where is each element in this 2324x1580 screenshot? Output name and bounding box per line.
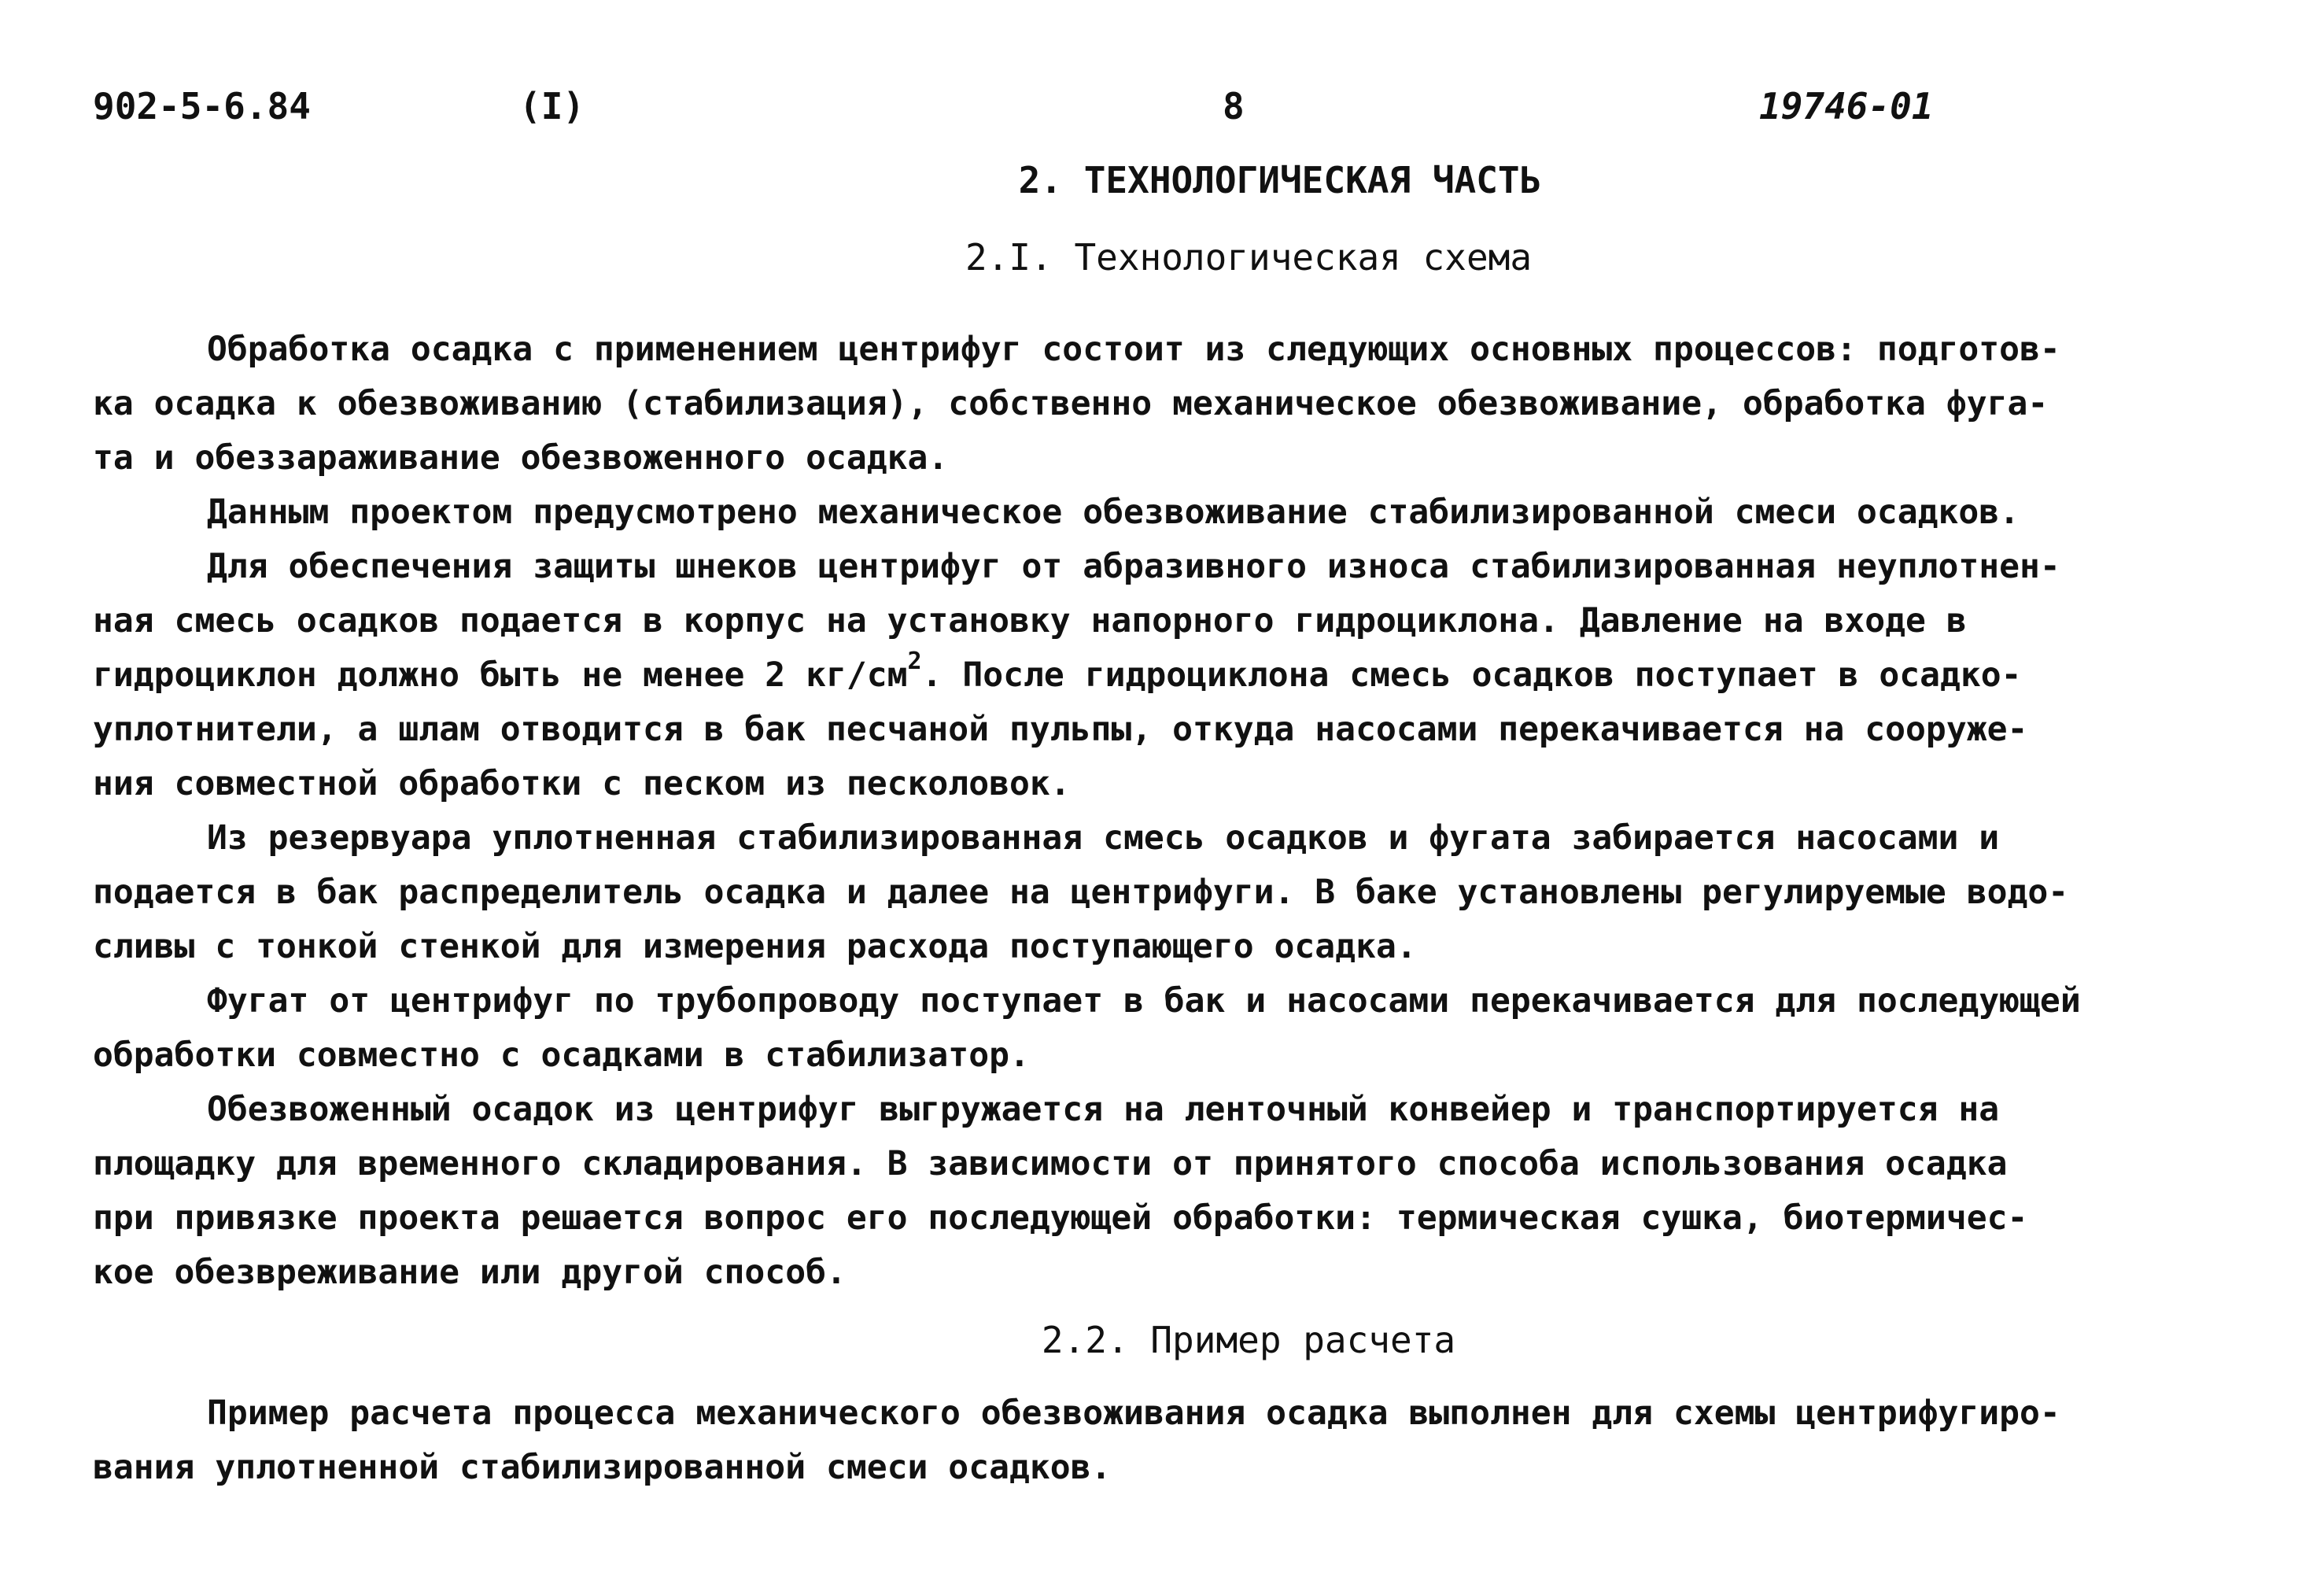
paragraph-line: площадку для временного складирования. В зависимости от принятого способа использования осадка: [93, 1144, 2008, 1183]
subsection-2-body: [93, 1386, 2233, 1495]
doc-code: 902-5-6.84: [93, 85, 311, 127]
paragraph-line: та и обеззараживание обезвоженного осадка.: [93, 438, 949, 478]
paragraph-line: ная смесь осадков подается в корпус на установку напорного гидроциклона. Давление на входе в: [93, 601, 1967, 640]
line-text: гидроциклон должно быть не менее 2 кг/см: [93, 655, 908, 695]
paragraph-line: подается в бак распределитель осадка и далее на центрифуги. В баке установлены регулируемые водо-: [93, 873, 2069, 912]
paragraph-line: ния совместной обработки с песком из песколовок.: [93, 764, 1071, 803]
paragraph-line: Данным проектом предусмотрено механическое обезвоживание стабилизированной смеси осадков.: [207, 493, 2020, 532]
doc-part: (I): [519, 85, 585, 127]
page-header: [0, 85, 2324, 140]
page-number: 8: [1223, 85, 1245, 127]
paragraph-line: обработки совместно с осадками в стабилизатор.: [93, 1035, 1030, 1075]
paragraph-line: Пример расчета процесса механического обезвоживания осадка выполнен для схемы центрифугиро-: [207, 1394, 2060, 1433]
paragraph-line: Фугат от центрифуг по трубопроводу поступает в бак и насосами перекачивается для последующей: [207, 981, 2081, 1021]
paragraph-line: при привязке проекта решается вопрос его последующей обработки: термическая сушка, биотермичес-: [93, 1198, 2028, 1238]
paragraph-line: уплотнители, а шлам отводится в бак песчаной пульпы, откуда насосами перекачивается на сооруже-: [93, 710, 2028, 749]
paragraph-line: Для обеспечения защиты шнеков центрифуг от абразивного износа стабилизированная неуплотнен-: [207, 547, 2060, 586]
subsection-title-1: 2.I. Технологическая схема: [965, 236, 1533, 279]
paragraph-line: кое обезвреживание или другой способ.: [93, 1253, 847, 1292]
line-text: . После гидроциклона смесь осадков поступает в осадко-: [921, 655, 2022, 695]
paragraph-line: [93, 648, 2233, 703]
superscript-exponent: 2: [907, 648, 922, 675]
section-title: 2. ТЕХНОЛОГИЧЕСКАЯ ЧАСТЬ: [1018, 159, 1542, 201]
paragraph-line: Из резервуара уплотненная стабилизированная смесь осадков и фугата забирается насосами и: [207, 818, 2000, 858]
inventory-number: 19746-01: [1759, 85, 1934, 127]
paragraph-line: Обработка осадка с применением центрифуг состоит из следующих основных процессов: подготов-: [207, 330, 2060, 369]
paragraph-line: вания уплотненной стабилизированной смеси осадков.: [93, 1448, 1112, 1487]
paragraph-line: ка осадка к обезвоживанию (стабилизация), собственно механическое обезвоживание, обработка фуга-: [93, 384, 2049, 423]
paragraph-line: сливы с тонкой стенкой для измерения расхода поступающего осадка.: [93, 927, 1417, 966]
subsection-title-2: 2.2. Пример расчета: [1041, 1319, 1456, 1361]
paragraph-line: Обезвоженный осадок из центрифуг выгружается на ленточный конвейер и транспортируется на: [207, 1090, 2000, 1129]
subsection-1-body: [93, 323, 2233, 1300]
